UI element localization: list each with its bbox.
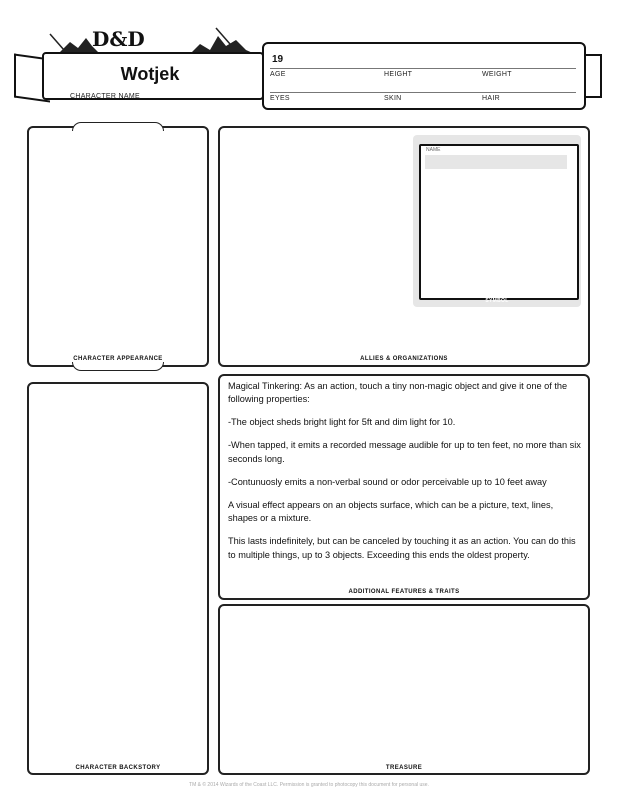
dnd-logo: D&D xyxy=(92,27,145,51)
character-backstory-label: CHARACTER BACKSTORY xyxy=(75,765,161,771)
age-label: AGE xyxy=(270,71,286,78)
panel-arc-top xyxy=(72,122,164,131)
character-appearance-panel[interactable] xyxy=(27,126,209,367)
eyes-label: EYES xyxy=(270,95,290,102)
divider xyxy=(270,92,576,93)
character-name[interactable]: Wotjek xyxy=(120,64,180,84)
weight-label: WEIGHT xyxy=(482,71,512,78)
treasure-panel[interactable] xyxy=(218,604,590,775)
feature-paragraph: Magical Tinkering: As an action, touch a tiny non-magic object and give it one of the following properties: xyxy=(228,381,568,405)
features-traits-text xyxy=(228,380,584,572)
character-appearance-label: CHARACTER APPEARANCE xyxy=(73,356,163,362)
height-label: HEIGHT xyxy=(384,71,413,78)
feature-paragraph: -Contunuosly emits a non-verbal sound or odor perceivable up to 10 feet away xyxy=(228,476,547,487)
feature-paragraph: A visual effect appears on an objects surface, which can be a picture, text, lines, shapes or a mixture. xyxy=(228,499,554,524)
allies-organizations-label: ALLIES & ORGANIZATIONS xyxy=(360,356,448,362)
panel-arc-bottom xyxy=(72,362,164,371)
age-value[interactable]: 19 xyxy=(272,54,284,65)
symbol-name-label: NAME xyxy=(426,147,441,153)
character-details-box xyxy=(262,42,586,110)
character-name-label: CHARACTER NAME xyxy=(70,93,140,100)
symbol-label: SYMBOL xyxy=(485,298,509,304)
divider xyxy=(270,68,576,69)
copyright-footer: TM & © 2014 Wizards of the Coast LLC. Permission is granted to photocopy this document for personal use. xyxy=(189,782,429,788)
symbol-name-field[interactable] xyxy=(425,155,567,169)
treasure-label: TREASURE xyxy=(385,765,423,771)
hair-label: HAIR xyxy=(482,95,500,102)
skin-label: SKIN xyxy=(384,95,402,102)
feature-paragraph: This lasts indefinitely, but can be canceled by touching it as an action. You can do this to multiple things, up to 3 objects. Exceeding this ends the oldest property. xyxy=(228,536,576,560)
feature-paragraph: -The object sheds bright light for 5ft and dim light for 10. xyxy=(228,417,456,428)
additional-features-label: ADDITIONAL FEATURES & TRAITS xyxy=(348,589,460,595)
feature-paragraph: -When tapped, it emits a recorded message audible for up to ten feet, no more than six seconds long. xyxy=(228,440,581,464)
character-backstory-panel[interactable] xyxy=(27,382,209,775)
